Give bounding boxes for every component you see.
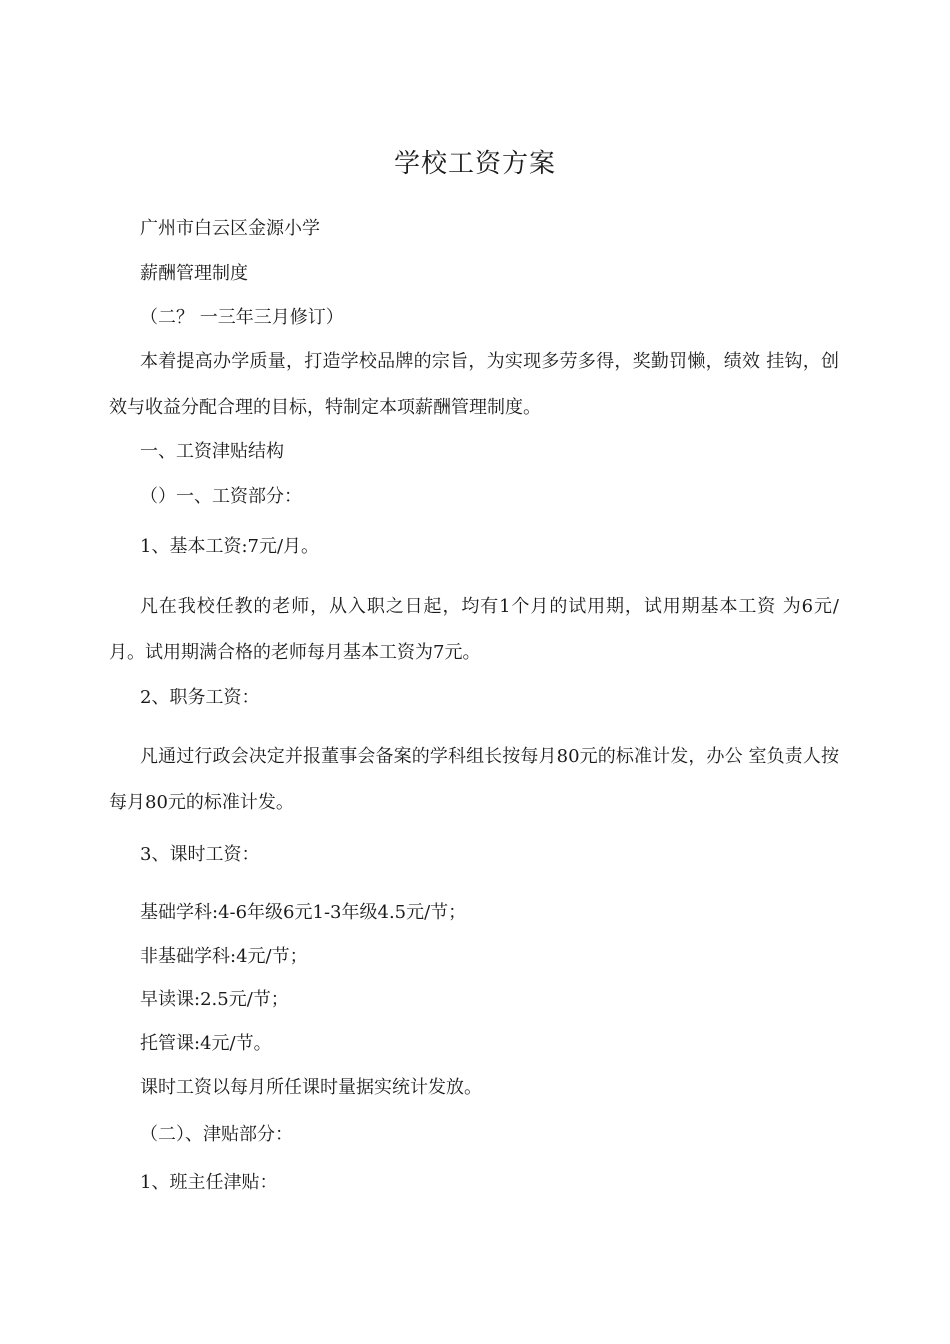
subsection-heading-allowance: （二）、津贴部分： bbox=[140, 1124, 293, 1145]
class-hour-pay-note: 课时工资以每月所任课时量据实统计发放。 bbox=[140, 1077, 482, 1098]
item-heading-class-hour-pay: 3、课时工资： bbox=[140, 844, 260, 865]
item-heading-head-teacher-allowance: 1、班主任津贴： bbox=[140, 1172, 278, 1193]
school-name: 广州市白云区金源小学 bbox=[140, 218, 320, 239]
item-heading-base-salary: 1、基本工资:7元/月。 bbox=[140, 536, 320, 557]
section-heading-structure: 一、工资津贴结构 bbox=[140, 441, 284, 462]
intro-paragraph: 本着提高办学质量，打造学校品牌的宗旨，为实现多劳多得，奖勤罚懒，绩效 挂钩，创效与收益分配合理的目标，特制定本项薪酬管理制度。 bbox=[109, 351, 839, 418]
rate-morning-reading: 早读课:2.5元/节； bbox=[140, 989, 289, 1010]
item-heading-position-salary: 2、职务工资： bbox=[140, 687, 260, 708]
rate-after-school-care: 托管课:4元/节。 bbox=[140, 1033, 272, 1054]
document-title: 学校工资方案 bbox=[393, 149, 556, 179]
rate-basic-subjects: 基础学科:4-6年级6元1-3年级4.5元/节； bbox=[140, 902, 467, 923]
rate-nonbasic-subjects: 非基础学科:4元/节； bbox=[140, 946, 308, 967]
base-salary-paragraph: 凡在我校任教的老师，从入职之日起，均有1个月的试用期，试用期基本工资 为6元/月。试用期满合格的老师每月基本工资为7元。 bbox=[109, 596, 839, 663]
subsection-heading-salary: （）一、工资部分： bbox=[140, 486, 302, 507]
revision-note: （二？ 一三年三月修订） bbox=[140, 307, 344, 328]
document-name: 薪酬管理制度 bbox=[140, 263, 248, 284]
position-salary-paragraph: 凡通过行政会决定并报董事会备案的学科组长按每月80元的标准计发，办公 室负责人按每月80元的标准计发。 bbox=[109, 746, 839, 813]
